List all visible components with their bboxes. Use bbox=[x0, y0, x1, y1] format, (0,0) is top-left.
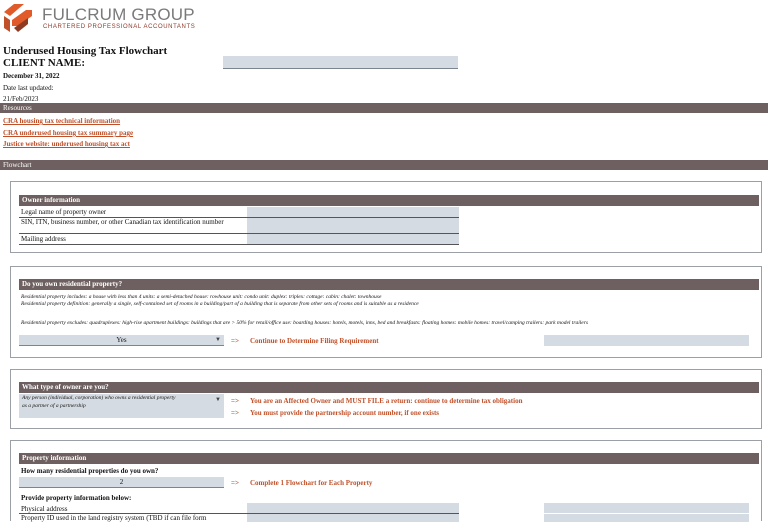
owner-type-panel bbox=[10, 369, 762, 429]
residential-notes-field[interactable] bbox=[544, 335, 749, 346]
link-justice-act[interactable]: Justice website: underused housing tax act bbox=[3, 140, 130, 148]
brand-tagline: CHARTERED PROFESSIONAL ACCOUNTANTS bbox=[43, 24, 196, 30]
property-info-heading: Property information bbox=[19, 453, 759, 464]
arrow-icon: => bbox=[231, 397, 239, 405]
owner-type-heading: What type of owner are you? bbox=[19, 382, 759, 393]
divider bbox=[19, 244, 459, 245]
residential-includes: Residential property includes: a house with less than 4 units: a semi-detached house: rowhouse unit: condo unit: duplex: triplex: cottage: cabin: chalet: townhouse bbox=[21, 294, 382, 300]
residential-panel bbox=[10, 266, 762, 358]
last-updated-date: 21/Feb/2023 bbox=[3, 95, 39, 103]
property-id-label: Property ID used in the land registry system (TBD if can file form bbox=[21, 514, 207, 522]
owner-type-line2: as a partner of a partnership bbox=[22, 403, 86, 409]
property-count-input[interactable] bbox=[19, 477, 224, 488]
residential-answer-select[interactable] bbox=[19, 335, 224, 346]
property-count-result: Complete 1 Flowchart for Each Property bbox=[250, 479, 373, 487]
physical-address-input[interactable] bbox=[247, 503, 459, 513]
flowchart-band: Flowchart bbox=[0, 160, 768, 170]
fulcrum-logo-icon bbox=[2, 2, 34, 34]
physical-address-input-2[interactable] bbox=[544, 503, 749, 513]
owner-type-line1: Any person (individual, corporation) who owns a residential property bbox=[22, 395, 176, 401]
arrow-icon: => bbox=[231, 337, 239, 345]
property-count-question: How many residential properties do you own? bbox=[21, 467, 159, 475]
residential-result: Continue to Determine Filing Requirement bbox=[250, 337, 379, 345]
tax-id-input[interactable] bbox=[247, 218, 459, 233]
report-date: December 31, 2022 bbox=[3, 72, 60, 80]
last-updated-label: Date last updated: bbox=[3, 84, 54, 92]
owner-type-result1: You are an Affected Owner and MUST FILE a return: continue to determine tax obligation bbox=[250, 397, 523, 405]
property-count-value: 2 bbox=[119, 478, 124, 486]
owner-info-heading: Owner information bbox=[19, 195, 759, 206]
property-info-panel bbox=[10, 440, 762, 521]
residential-answer-value: Yes bbox=[116, 336, 127, 344]
chevron-down-icon: ▼ bbox=[215, 337, 221, 343]
provide-info-label: Provide property information below: bbox=[21, 494, 132, 502]
mailing-address-input[interactable] bbox=[247, 234, 459, 244]
residential-heading: Do you own residential property? bbox=[19, 279, 759, 290]
page-title: Underused Housing Tax Flowchart bbox=[3, 45, 168, 57]
mailing-address-label: Mailing address bbox=[21, 235, 66, 243]
owner-type-result2: You must provide the partnership account number, if one exists bbox=[250, 409, 440, 417]
client-name-input[interactable] bbox=[223, 56, 458, 69]
resources-band: Resources bbox=[0, 103, 768, 113]
tax-id-label: SIN, ITN, business number, or other Canadian tax identification number bbox=[21, 218, 224, 226]
physical-address-label: Physical address bbox=[21, 505, 68, 513]
residential-excludes: Residential property excludes: quadruplexes: high-rise apartment buildings: buildings that are > 50% for retail/office use: boarding houses: hotels, motels, inns, bed and breakfasts: floating homes: mobile homes: travel/camping trailers: park model trailers bbox=[21, 320, 588, 326]
residential-definition: Residential property definition: generally a single, self-contained set of rooms in a building/part of a building that is separate from other sets of rooms and is suitable as a residence bbox=[21, 301, 419, 307]
owner-info-panel bbox=[10, 181, 762, 253]
arrow-icon: => bbox=[231, 479, 239, 487]
link-cra-summary[interactable]: CRA underused housing tax summary page bbox=[3, 129, 134, 137]
legal-name-label: Legal name of property owner bbox=[21, 208, 107, 216]
legal-name-input[interactable] bbox=[247, 207, 459, 217]
owner-type-select[interactable] bbox=[19, 394, 224, 418]
link-cra-technical[interactable]: CRA housing tax technical information bbox=[3, 117, 121, 125]
arrow-icon: => bbox=[231, 409, 239, 417]
chevron-down-icon: ▼ bbox=[215, 397, 221, 403]
brand-name: FULCRUM GROUP bbox=[42, 5, 195, 24]
client-name-label: CLIENT NAME: bbox=[3, 57, 86, 69]
